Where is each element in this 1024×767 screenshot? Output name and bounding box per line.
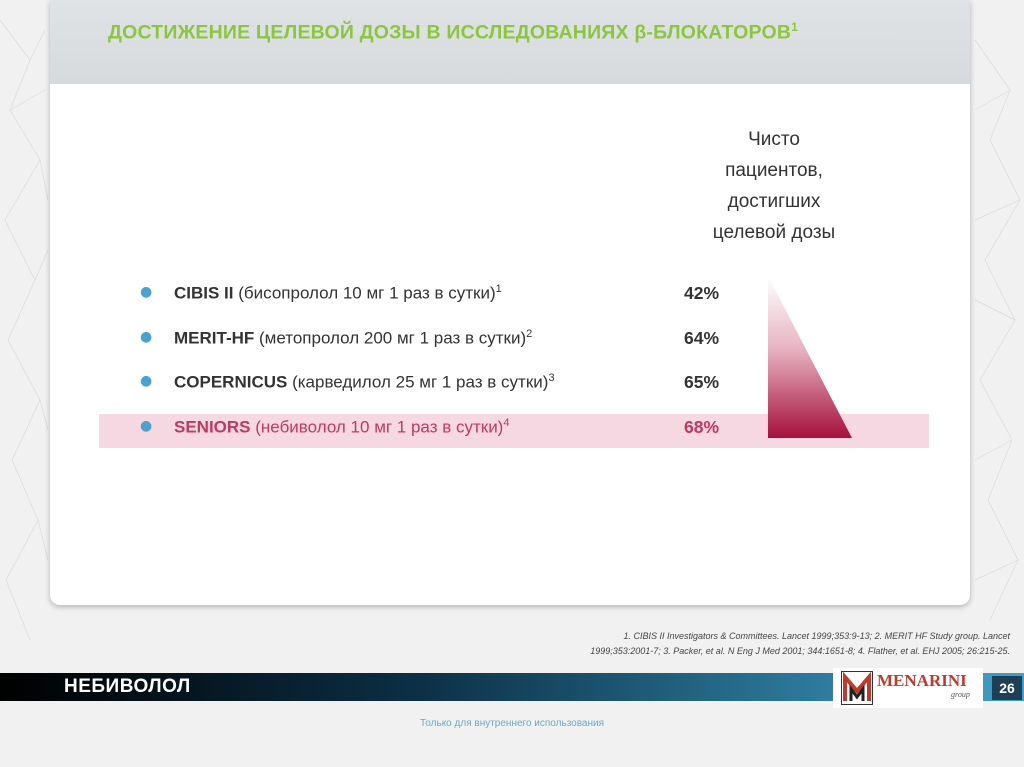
column-header-line: Чисто [748, 129, 800, 150]
study-percent: 68% [684, 417, 720, 437]
references [470, 629, 1010, 659]
column-header [685, 124, 863, 248]
study-percent: 64% [684, 328, 720, 348]
bullet-icon: ● [140, 418, 153, 434]
reference-line: 1. CIBIS II Investigators & Committees. Lancet 1999;353:9-13; 2. MERIT HF Study group. Lancet [623, 631, 1010, 641]
column-header-line: пациентов, [725, 160, 823, 181]
study-label: CIBIS II (бисопролол 10 мг 1 раз в сутки)$^1$ [174, 283, 502, 303]
logo-subtext: group [951, 690, 970, 699]
column-header-line: целевой дозы [712, 222, 836, 243]
page-number: 26 [992, 676, 1022, 700]
menarini-logo [833, 668, 983, 708]
bullet-icon: ● [140, 284, 153, 300]
footer-note: Только для внутреннего использования [419, 718, 605, 729]
bullet-icon: ● [140, 373, 153, 389]
logo-wordmark: MENARINI [877, 671, 967, 690]
slide-card [50, 0, 970, 605]
study-label: MERIT-HF (метопролол 200 мг 1 раз в сутки)$^2$ [174, 328, 533, 348]
title-band [50, 0, 970, 84]
bullet-icon: ● [140, 329, 153, 345]
column-header-line: достигших [727, 191, 821, 212]
increase-triangle-graphic [766, 276, 856, 442]
slide-title: ДОСТИЖЕНИЕ ЦЕЛЕВОЙ ДОЗЫ В ИССЛЕДОВАНИЯХ β-БЛОКАТОРОВ$^1$ [108, 20, 798, 44]
study-percent: 42% [684, 283, 720, 303]
menarini-m-icon [841, 671, 873, 705]
reference-line: 1999;353:2001-7; 3. Packer, et al. N Eng J Med 2001; 344:1651-8; 4. Flather, et al. EHJ 2005; 26:215-25. [590, 646, 1010, 656]
study-label: COPERNICUS (карведилол 25 мг 1 раз в сутки)$^3$ [174, 372, 555, 392]
brand-name: НЕБИВОЛОЛ [64, 676, 191, 697]
study-label: SENIORS (небиволол 10 мг 1 раз в сутки)$^4$ [174, 417, 510, 437]
study-percent: 65% [684, 372, 720, 392]
